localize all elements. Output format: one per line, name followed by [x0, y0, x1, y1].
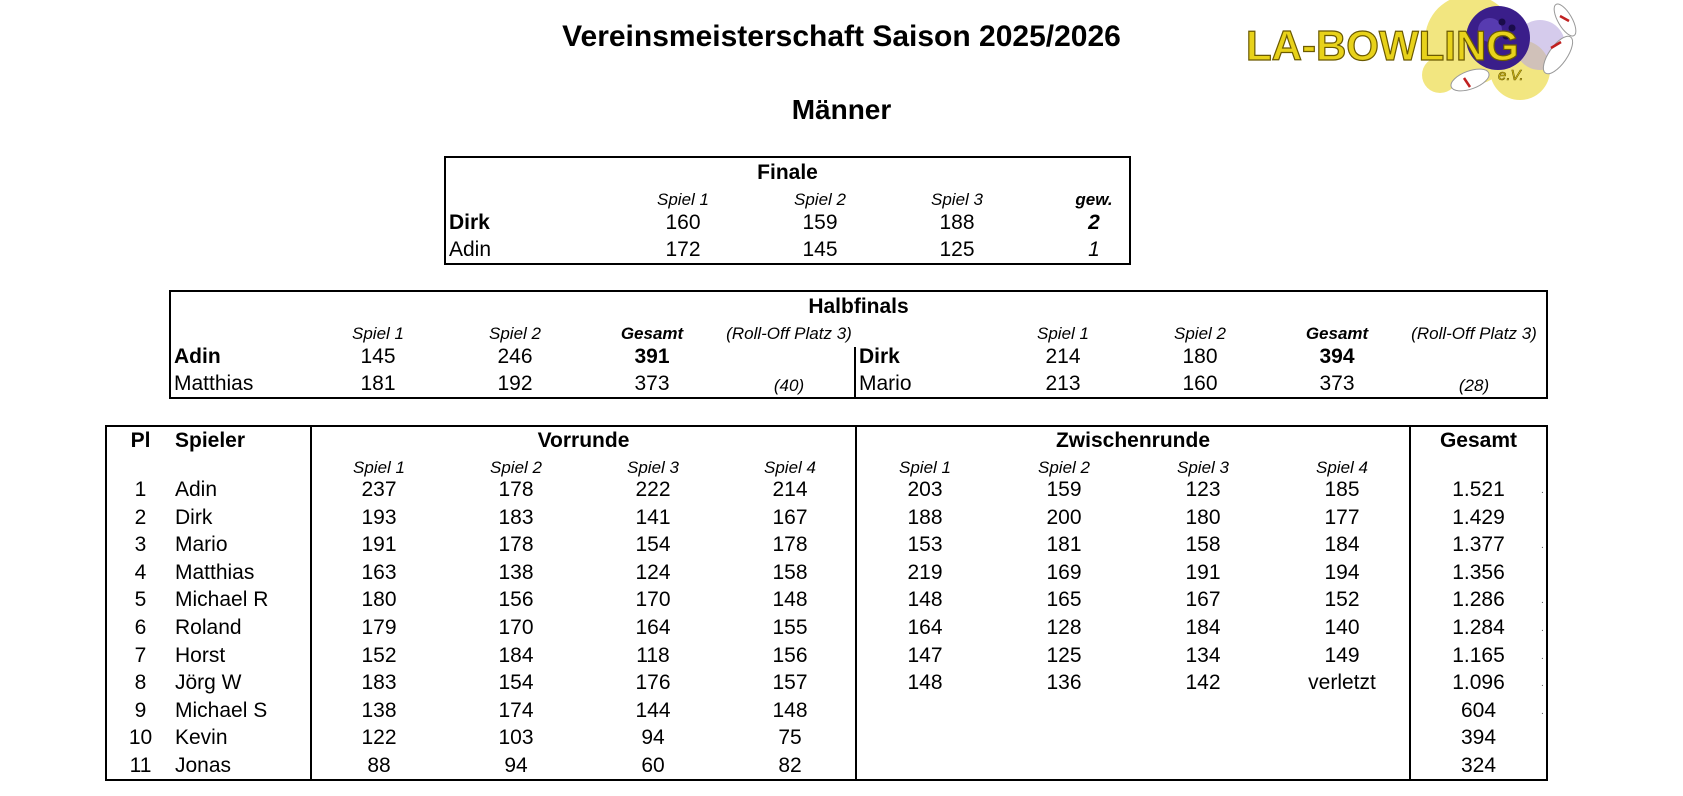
finale-table: [444, 156, 1131, 265]
hf-left-col-rolloff: (Roll-Off Platz 3): [726, 324, 852, 343]
hf-score: 145: [360, 345, 396, 368]
vr-col-spiel1: Spiel 1: [353, 458, 405, 477]
player-rank: 2: [134, 506, 147, 529]
hf-left-col-gesamt: Gesamt: [620, 324, 684, 343]
vorrunde-score: 170: [635, 588, 671, 611]
player-name: Jonas: [175, 754, 232, 777]
player-total: 1.165: [1452, 644, 1505, 667]
halbfinals-table: [169, 290, 1548, 399]
player-name: Dirk: [175, 506, 213, 529]
page-subtitle: Männer: [791, 94, 892, 125]
vorrunde-score: 184: [498, 644, 534, 667]
zwischenrunde-score: 185: [1324, 478, 1360, 501]
zr-col-spiel1: Spiel 1: [899, 458, 951, 477]
player-total: 324: [1460, 754, 1497, 777]
vorrunde-score: 154: [635, 533, 671, 556]
vorrunde-score: 180: [361, 588, 397, 611]
zwischenrunde-score: 136: [1046, 671, 1082, 694]
zwischenrunde-score: 194: [1324, 561, 1360, 584]
zwischenrunde-score: 180: [1185, 506, 1221, 529]
hf-total: 394: [1319, 345, 1355, 368]
finale-won: 1: [1088, 238, 1100, 261]
hf-player-name: Matthias: [174, 372, 254, 395]
vorrunde-score: 148: [772, 588, 808, 611]
hf-total: 391: [634, 345, 670, 368]
zwischenrunde-score: 203: [907, 478, 943, 501]
finale-score: 145: [802, 238, 838, 261]
player-total: 1.286: [1452, 588, 1505, 611]
page-title: Vereinsmeisterschaft Saison 2025/2026: [562, 20, 1121, 53]
player-total: 1.521: [1452, 478, 1505, 501]
vorrunde-score: 152: [361, 644, 397, 667]
zwischenrunde-score: 148: [907, 588, 943, 611]
col-header-vorrunde: Vorrunde: [537, 429, 630, 452]
zwischenrunde-score: 140: [1324, 616, 1360, 639]
player-name: Kevin: [175, 726, 228, 749]
player-rank: 3: [134, 533, 147, 556]
hf-rolloff: (40): [773, 376, 805, 395]
zwischenrunde-score: 128: [1046, 616, 1082, 639]
zwischenrunde-score: 148: [907, 671, 943, 694]
player-total: 394: [1460, 726, 1497, 749]
hf-score: 192: [497, 372, 533, 395]
vorrunde-score: 138: [361, 699, 397, 722]
vorrunde-score: 124: [635, 561, 671, 584]
finale-col-spiel1: Spiel 1: [657, 190, 709, 209]
vorrunde-score: 183: [361, 671, 397, 694]
row-edge-mark: .: [1541, 595, 1544, 606]
vorrunde-score: 163: [361, 561, 397, 584]
vorrunde-score: 88: [367, 754, 391, 777]
vorrunde-score: 148: [772, 699, 808, 722]
halbfinals-heading: Halbfinals: [808, 295, 909, 318]
finale-score: 188: [939, 211, 975, 234]
player-name: Adin: [175, 478, 218, 501]
hf-left-col-spiel2: Spiel 2: [489, 324, 541, 343]
hf-score: 246: [497, 345, 533, 368]
vorrunde-score: 178: [498, 478, 534, 501]
player-name: Jörg W: [175, 671, 242, 694]
player-total: 1.377: [1452, 533, 1505, 556]
hf-total: 373: [634, 372, 670, 395]
col-header-gesamt: Gesamt: [1439, 429, 1518, 452]
zwischenrunde-score: 123: [1185, 478, 1221, 501]
vorrunde-score: 122: [361, 726, 397, 749]
row-edge-mark: .: [1541, 678, 1544, 689]
club-logo: [1240, 0, 1590, 110]
zwischenrunde-score: 191: [1185, 561, 1221, 584]
finale-score: 160: [665, 211, 701, 234]
vorrunde-score: 154: [498, 671, 534, 694]
col-header-zwischenrunde: Zwischenrunde: [1055, 429, 1211, 452]
zwischenrunde-score: 153: [907, 533, 943, 556]
zwischenrunde-score: verletzt: [1308, 671, 1376, 694]
logo-suffix: e.V.: [1498, 67, 1524, 84]
player-name: Michael R: [175, 588, 269, 611]
player-rank: 4: [134, 561, 147, 584]
player-rank: 5: [134, 588, 147, 611]
row-edge-mark: .: [1541, 485, 1544, 496]
finale-score: 125: [939, 238, 975, 261]
zwischenrunde-score: 152: [1324, 588, 1360, 611]
col-header-pl: Pl: [130, 429, 151, 452]
hf-score: 180: [1182, 345, 1218, 368]
zwischenrunde-score: 158: [1185, 533, 1221, 556]
hf-score: 213: [1045, 372, 1081, 395]
row-edge-mark: .: [1541, 651, 1544, 662]
vr-col-spiel2: Spiel 2: [490, 458, 542, 477]
row-edge-mark: .: [1541, 540, 1544, 551]
zwischenrunde-score: 142: [1185, 671, 1221, 694]
player-total: 1.356: [1452, 561, 1505, 584]
zwischenrunde-score: 165: [1046, 588, 1082, 611]
vorrunde-score: 155: [772, 616, 808, 639]
vorrunde-score: 170: [498, 616, 534, 639]
player-total: 604: [1460, 699, 1497, 722]
vorrunde-score: 144: [635, 699, 671, 722]
hf-score: 181: [360, 372, 396, 395]
vorrunde-score: 237: [361, 478, 397, 501]
vorrunde-score: 176: [635, 671, 671, 694]
finale-col-won: gew.: [1075, 190, 1113, 209]
vorrunde-score: 179: [361, 616, 397, 639]
hf-total: 373: [1319, 372, 1355, 395]
zwischenrunde-score: 169: [1046, 561, 1082, 584]
player-name: Horst: [175, 644, 226, 667]
zwischenrunde-score: 134: [1185, 644, 1221, 667]
zr-col-spiel4: Spiel 4: [1316, 458, 1368, 477]
finale-player-name: Dirk: [449, 211, 490, 234]
zwischenrunde-score: 177: [1324, 506, 1360, 529]
vorrunde-score: 158: [772, 561, 808, 584]
vorrunde-score: 178: [772, 533, 808, 556]
player-rank: 7: [134, 644, 147, 667]
row-edge-mark: .: [1541, 706, 1544, 717]
player-rank: 9: [134, 699, 147, 722]
vorrunde-score: 156: [498, 588, 534, 611]
finale-col-spiel3: Spiel 3: [931, 190, 983, 209]
vorrunde-score: 178: [498, 533, 534, 556]
bowling-logo-icon: [1240, 0, 1590, 110]
standings-table: [105, 425, 1548, 781]
row-edge-mark: .: [1541, 623, 1544, 634]
zwischenrunde-score: 181: [1046, 533, 1082, 556]
hf-left-col-spiel1: Spiel 1: [352, 324, 404, 343]
vorrunde-score: 75: [778, 726, 802, 749]
vorrunde-score: 222: [635, 478, 671, 501]
hf-right-col-spiel2: Spiel 2: [1174, 324, 1226, 343]
zwischenrunde-score: 184: [1185, 616, 1221, 639]
vorrunde-score: 138: [498, 561, 534, 584]
zwischenrunde-score: 149: [1324, 644, 1360, 667]
vorrunde-score: 94: [641, 726, 665, 749]
zwischenrunde-score: 159: [1046, 478, 1082, 501]
player-name: Matthias: [175, 561, 255, 584]
hf-score: 160: [1182, 372, 1218, 395]
player-total: 1.429: [1452, 506, 1505, 529]
vorrunde-score: 94: [504, 754, 528, 777]
finale-col-spiel2: Spiel 2: [794, 190, 846, 209]
hf-player-name: Mario: [859, 372, 912, 395]
zwischenrunde-score: 184: [1324, 533, 1360, 556]
logo-text: LA-BOWLING: [1246, 22, 1519, 69]
player-rank: 6: [134, 616, 147, 639]
zr-col-spiel3: Spiel 3: [1177, 458, 1229, 477]
hf-rolloff: (28): [1458, 376, 1490, 395]
vorrunde-score: 191: [361, 533, 397, 556]
finale-score: 172: [665, 238, 701, 261]
player-rank: 8: [134, 671, 147, 694]
player-total: 1.284: [1452, 616, 1505, 639]
hf-right-col-gesamt: Gesamt: [1305, 324, 1369, 343]
zwischenrunde-score: 200: [1046, 506, 1082, 529]
vorrunde-score: 157: [772, 671, 808, 694]
zwischenrunde-score: 219: [907, 561, 943, 584]
hf-score: 214: [1045, 345, 1081, 368]
hf-player-name: Dirk: [859, 345, 900, 368]
vorrunde-score: 156: [772, 644, 808, 667]
vorrunde-score: 141: [635, 506, 671, 529]
vorrunde-score: 193: [361, 506, 397, 529]
finale-won: 2: [1088, 211, 1100, 234]
player-rank: 11: [129, 754, 152, 777]
hf-right-col-rolloff: (Roll-Off Platz 3): [1411, 324, 1537, 343]
hf-player-name: Adin: [174, 345, 221, 368]
vorrunde-score: 174: [498, 699, 534, 722]
vorrunde-score: 167: [772, 506, 808, 529]
zr-col-spiel2: Spiel 2: [1038, 458, 1090, 477]
vr-col-spiel3: Spiel 3: [627, 458, 679, 477]
zwischenrunde-score: 147: [907, 644, 943, 667]
player-name: Michael S: [175, 699, 268, 722]
hf-right-col-spiel1: Spiel 1: [1037, 324, 1089, 343]
vorrunde-score: 164: [635, 616, 671, 639]
zwischenrunde-score: 125: [1046, 644, 1082, 667]
finale-player-name: Adin: [449, 238, 492, 261]
zwischenrunde-score: 164: [907, 616, 943, 639]
vorrunde-score: 118: [636, 644, 670, 667]
player-rank: 10: [128, 726, 153, 749]
col-header-spieler: Spieler: [175, 429, 246, 452]
player-name: Roland: [175, 616, 242, 639]
vr-col-spiel4: Spiel 4: [764, 458, 816, 477]
vorrunde-score: 183: [498, 506, 534, 529]
zwischenrunde-score: 188: [907, 506, 943, 529]
vorrunde-score: 82: [778, 754, 802, 777]
player-rank: 1: [134, 478, 147, 501]
player-name: Mario: [175, 533, 228, 556]
vorrunde-score: 60: [641, 754, 665, 777]
player-total: 1.096: [1452, 671, 1505, 694]
finale-score: 159: [802, 211, 838, 234]
zwischenrunde-score: 167: [1185, 588, 1221, 611]
finale-heading: Finale: [757, 161, 818, 184]
vorrunde-score: 214: [772, 478, 808, 501]
vorrunde-score: 103: [498, 726, 534, 749]
